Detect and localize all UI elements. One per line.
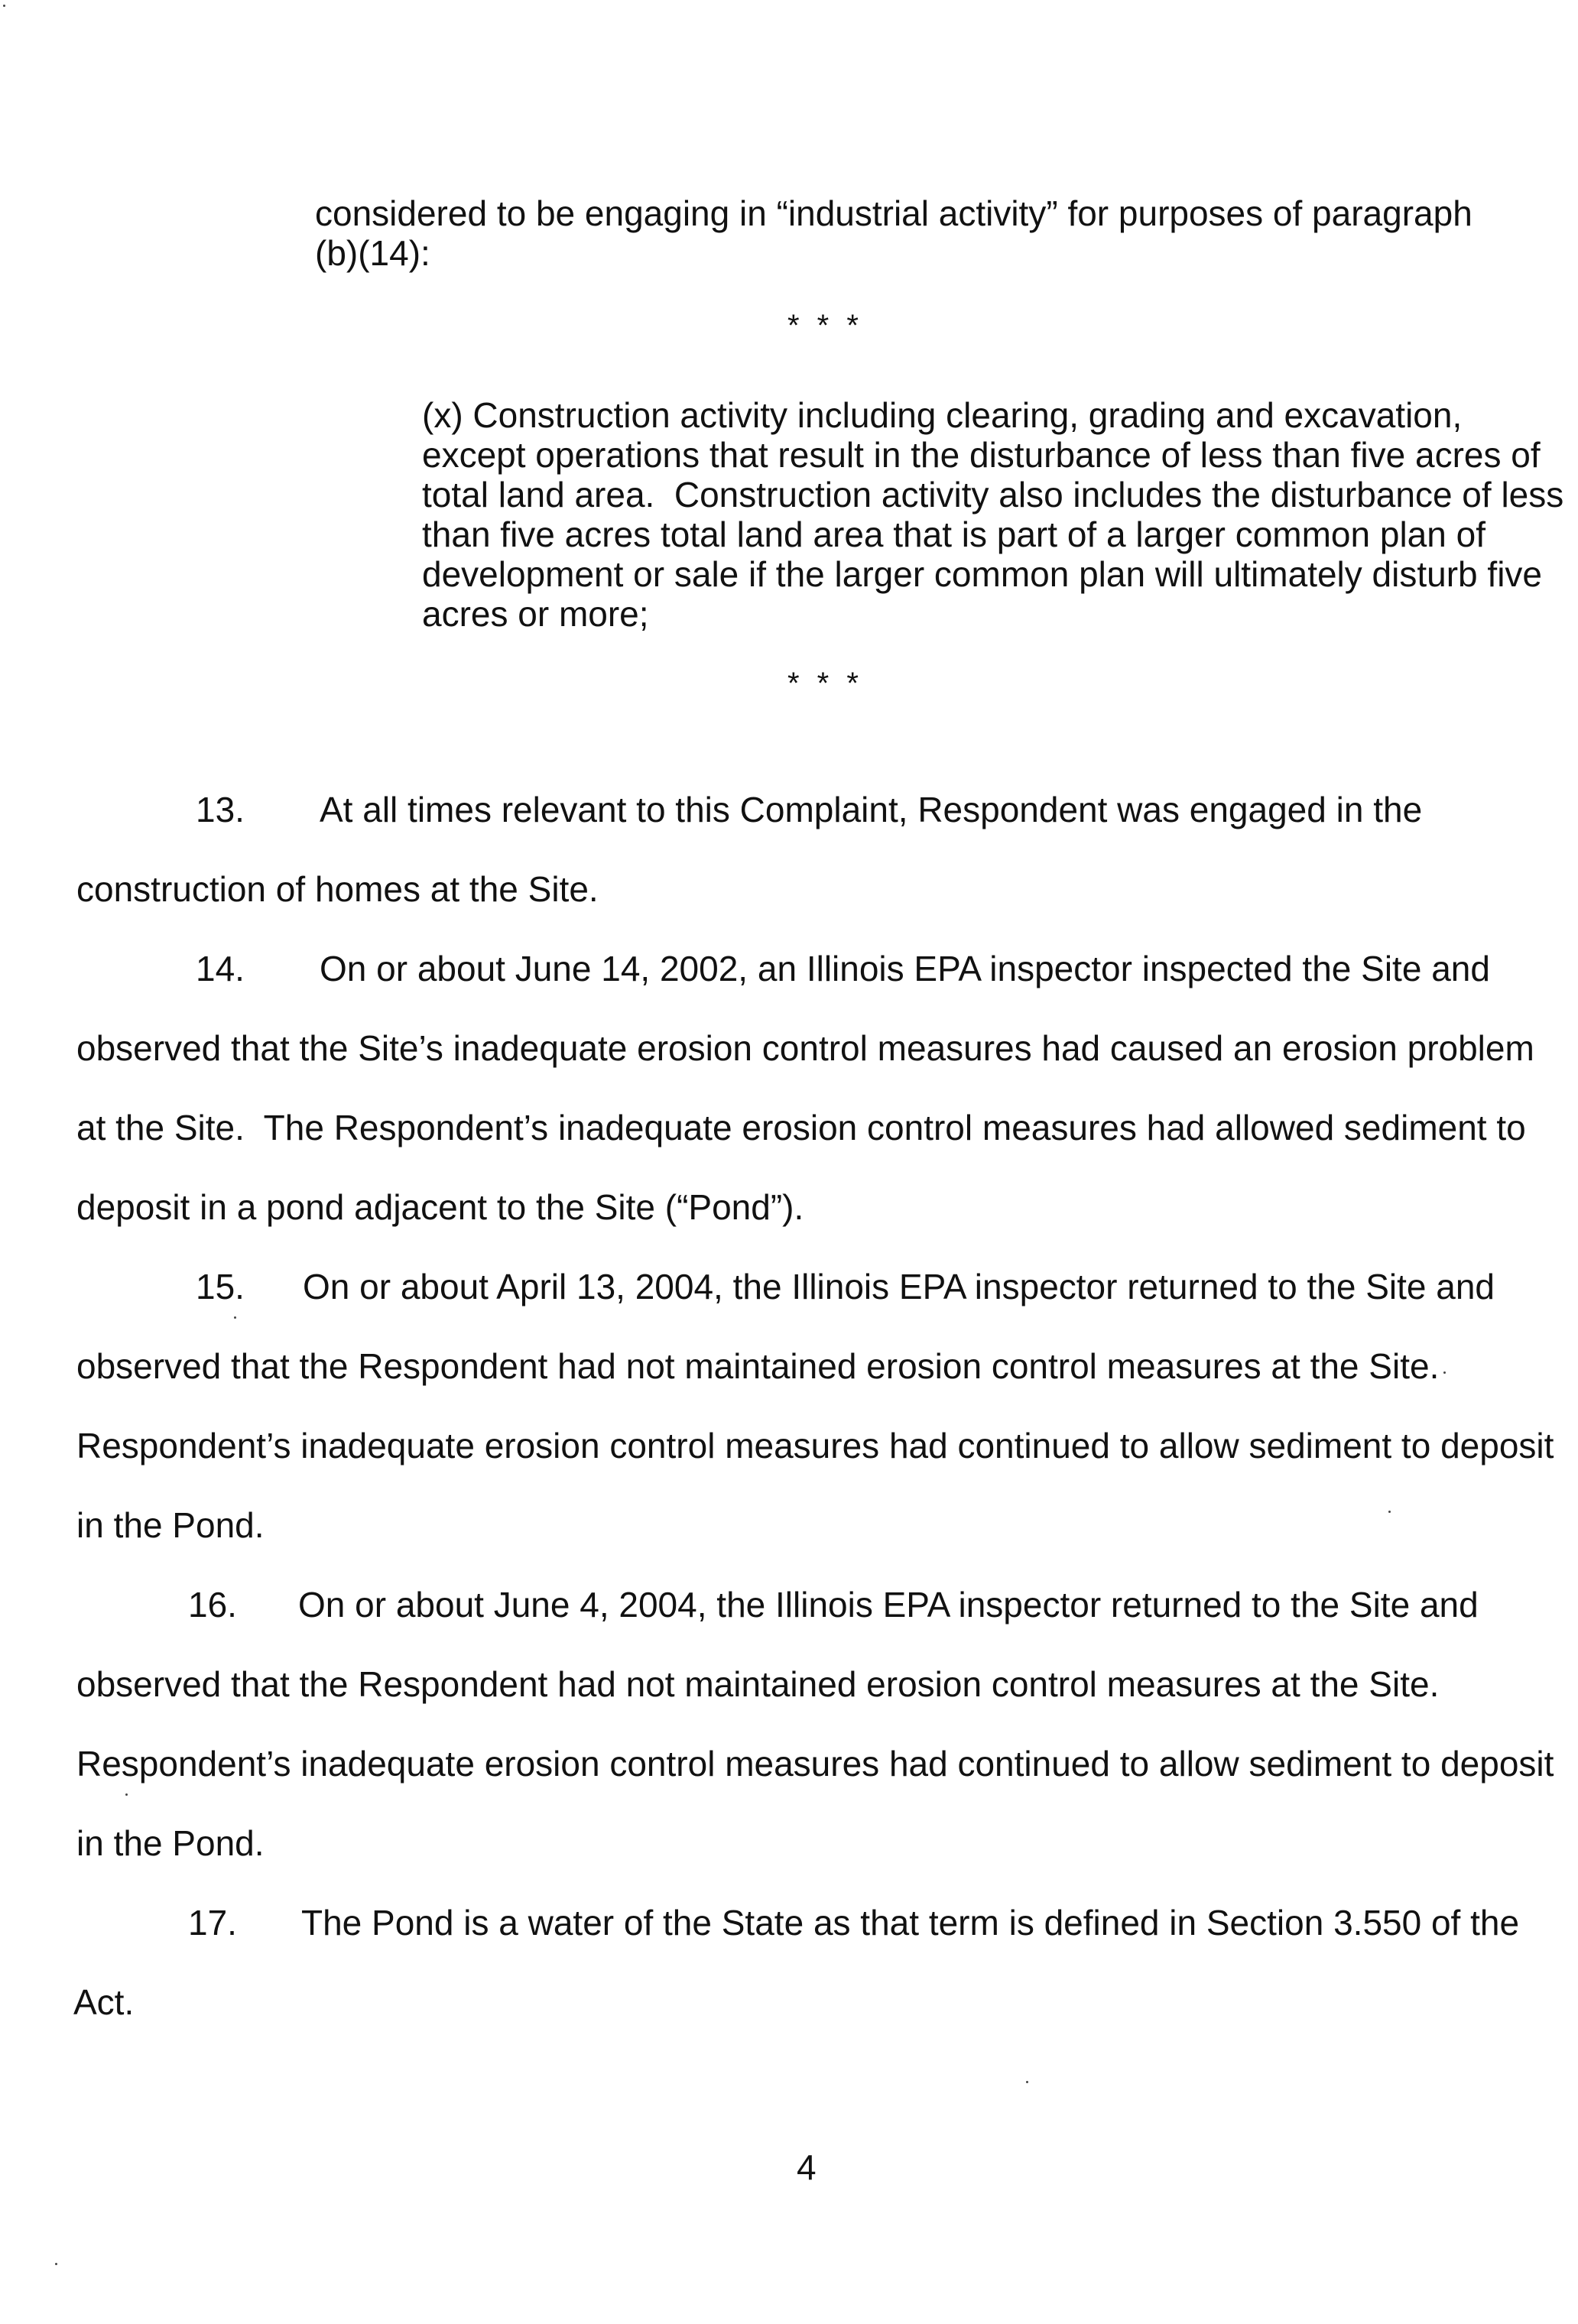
paragraph-line: at the Site. The Respondent’s inadequate erosion control measures had allowed sediment to xyxy=(76,1108,1526,1147)
paragraph-number: 16. xyxy=(188,1585,237,1625)
paragraph-number: 13. xyxy=(196,790,245,829)
paragraph-number: 17. xyxy=(188,1903,237,1943)
quote-line-5: development or sale if the larger common plan will ultimately disturb five xyxy=(422,554,1542,594)
scan-speck xyxy=(3,5,5,7)
paragraph-line: Act. xyxy=(73,1982,135,2022)
paragraph-number: 14. xyxy=(196,949,245,988)
section-separator-bottom: * * * xyxy=(787,667,863,700)
quote-line-3: total land area. Construction activity also includes the disturbance of less xyxy=(422,475,1564,514)
quote-line-6: acres or more; xyxy=(422,594,649,634)
paragraph-first-line: On or about April 13, 2004, the Illinois EPA inspector returned to the Site and xyxy=(303,1267,1495,1306)
paragraph-first-line: At all times relevant to this Complaint, Respondent was engaged in the xyxy=(320,790,1423,829)
paragraph-first-line: The Pond is a water of the State as that term is defined in Section 3.550 of the xyxy=(301,1903,1520,1943)
paragraph-line: observed that the Site’s inadequate erosion control measures had caused an erosion problem xyxy=(76,1028,1534,1068)
paragraph-line: construction of homes at the Site. xyxy=(76,869,599,909)
scan-speck xyxy=(1443,1371,1446,1374)
paragraph-line: observed that the Respondent had not maintained erosion control measures at the Site. xyxy=(76,1664,1440,1704)
paragraph-line: in the Pond. xyxy=(76,1823,265,1863)
quote-line-1: (x) Construction activity including clearing, grading and excavation, xyxy=(422,395,1463,435)
paragraph-line: Respondent’s inadequate erosion control measures had continued to allow sediment to deposit xyxy=(76,1426,1554,1465)
paragraph-line: Respondent’s inadequate erosion control measures had continued to allow sediment to deposit xyxy=(76,1744,1554,1784)
paragraph-number: 15. xyxy=(196,1267,245,1306)
scan-speck xyxy=(125,1793,128,1796)
section-separator-top: * * * xyxy=(787,309,863,342)
intro-line-2: (b)(14): xyxy=(315,233,430,273)
scan-speck xyxy=(1388,1511,1391,1513)
paragraph-line: in the Pond. xyxy=(76,1505,265,1545)
quote-line-2: except operations that result in the disturbance of less than five acres of xyxy=(422,435,1541,475)
scan-speck xyxy=(1026,2081,1028,2083)
page-number: 4 xyxy=(797,2147,817,2187)
intro-line-1: considered to be engaging in “industrial activity” for purposes of paragraph xyxy=(315,193,1472,233)
paragraph-line: observed that the Respondent had not maintained erosion control measures at the Site. xyxy=(76,1346,1440,1386)
paragraph-line: deposit in a pond adjacent to the Site (“Pond”). xyxy=(76,1187,804,1227)
scan-speck xyxy=(55,2263,57,2265)
paragraph-first-line: On or about June 4, 2004, the Illinois EPA inspector returned to the Site and xyxy=(298,1585,1479,1625)
paragraph-first-line: On or about June 14, 2002, an Illinois EPA inspector inspected the Site and xyxy=(320,949,1490,988)
scan-speck xyxy=(234,1316,236,1319)
quote-line-4: than five acres total land area that is part of a larger common plan of xyxy=(422,514,1485,554)
